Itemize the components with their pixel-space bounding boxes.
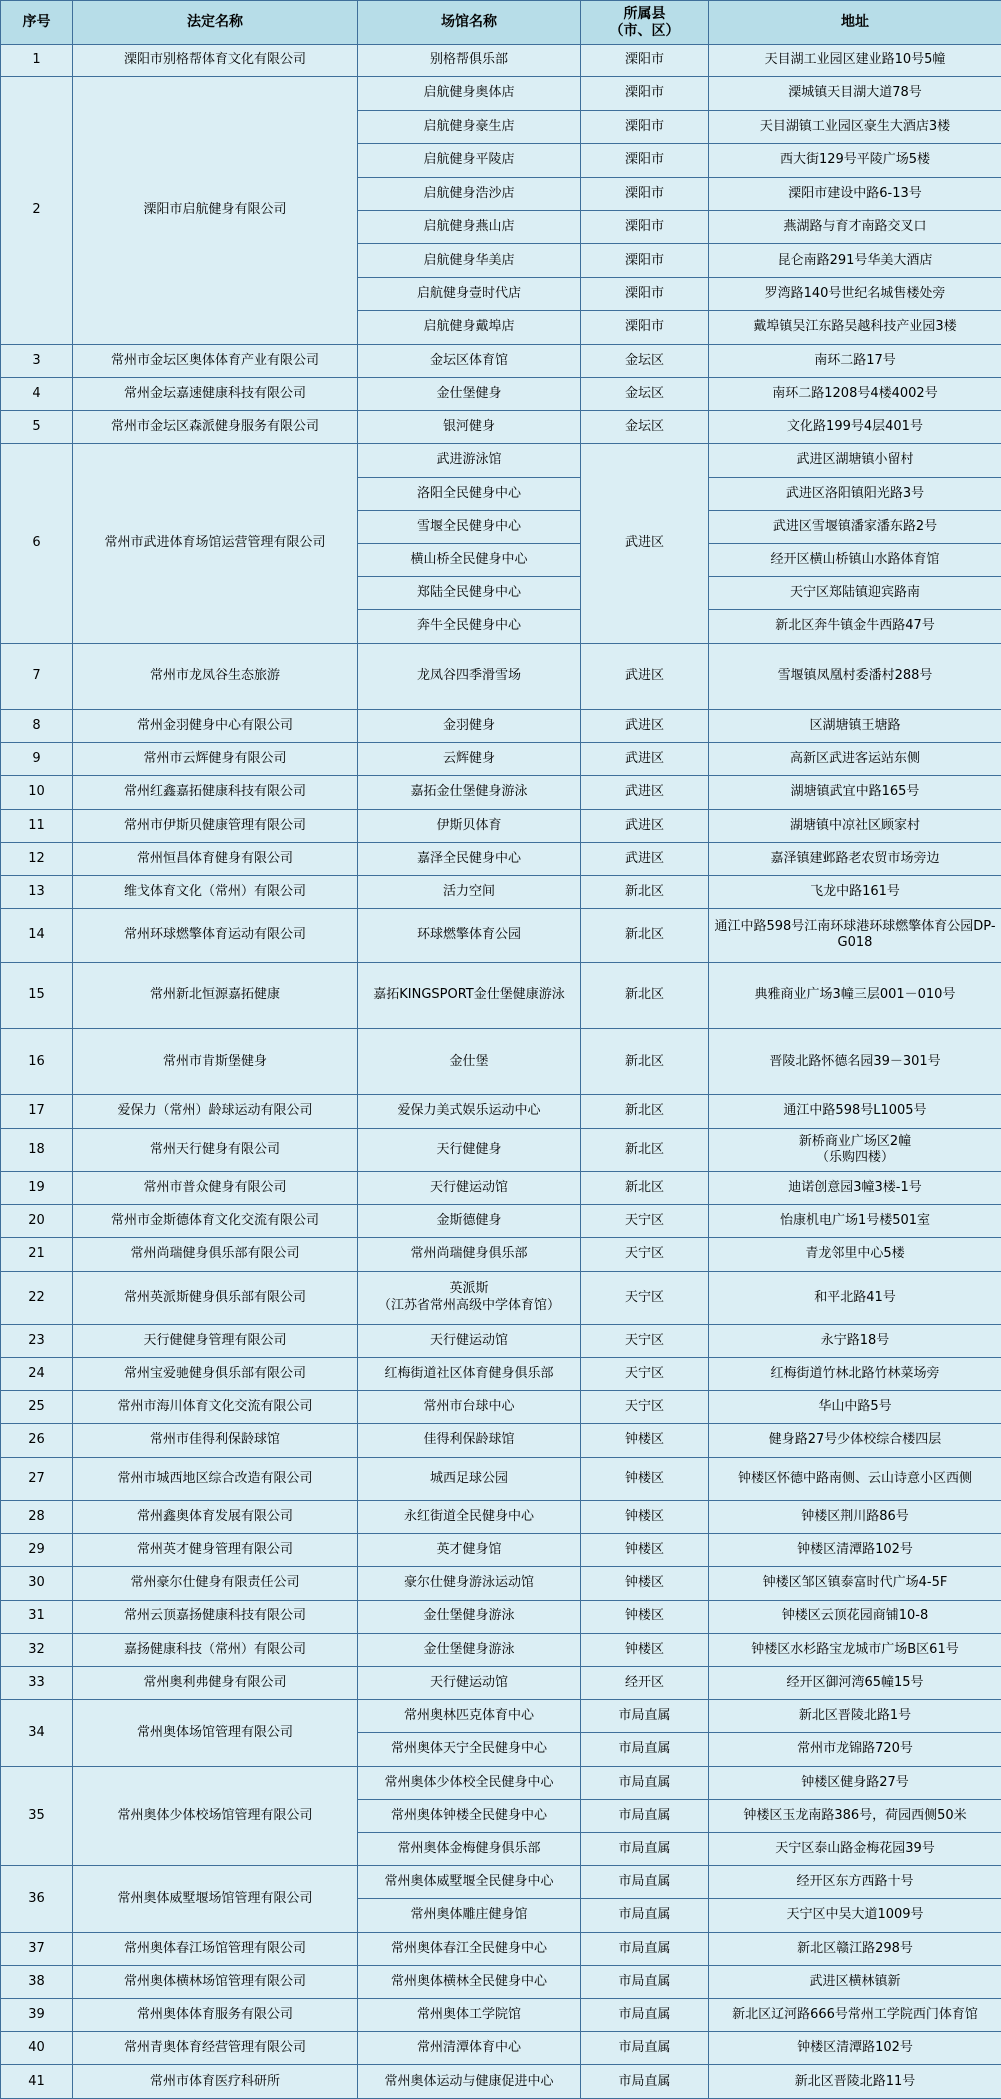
venue-name-cell: 雪堰全民健身中心 <box>358 510 581 543</box>
district-cell: 金坛区 <box>581 344 709 377</box>
legal-name-cell: 常州鑫奥体育发展有限公司 <box>73 1500 358 1533</box>
venue-name-cell: 城西足球公园 <box>358 1457 581 1500</box>
row-number: 11 <box>1 809 73 842</box>
legal-name-cell: 常州恒昌体育健身有限公司 <box>73 842 358 875</box>
district-cell: 新北区 <box>581 1029 709 1095</box>
address-cell: 钟楼区邹区镇泰富时代广场4-5F <box>709 1567 1001 1600</box>
row-number: 10 <box>1 776 73 809</box>
address-cell: 武进区横林镇新 <box>709 1965 1001 1998</box>
address-cell: 迪诺创意园3幢3楼-1号 <box>709 1171 1001 1204</box>
address-cell: 新北区奔牛镇金牛西路47号 <box>709 610 1001 643</box>
district-cell: 钟楼区 <box>581 1457 709 1500</box>
venue-name-cell: 嘉泽全民健身中心 <box>358 842 581 875</box>
district-cell: 新北区 <box>581 1128 709 1171</box>
row-number: 30 <box>1 1567 73 1600</box>
table-row <box>1 710 1001 743</box>
venue-name-cell: 常州奥体雕庄健身馆 <box>358 1899 581 1932</box>
legal-name-cell: 常州奥利弗健身有限公司 <box>73 1666 358 1699</box>
district-cell: 武进区 <box>581 776 709 809</box>
legal-name-cell: 常州市城西地区综合改造有限公司 <box>73 1457 358 1500</box>
address-cell: 经开区御河湾65幢15号 <box>709 1666 1001 1699</box>
district-cell: 经开区 <box>581 1666 709 1699</box>
district-cell: 武进区 <box>581 444 709 643</box>
district-cell: 钟楼区 <box>581 1424 709 1457</box>
legal-name-cell: 常州市武进体育场馆运营管理有限公司 <box>73 444 358 643</box>
table-row <box>1 643 1001 709</box>
venue-name-cell: 嘉拓KINGSPORT金仕堡健康游泳 <box>358 962 581 1028</box>
venue-name-cell: 常州奥体威墅堰全民健身中心 <box>358 1866 581 1899</box>
column-header-district: 所属县 （市、区） <box>581 1 709 45</box>
venue-name-cell: 天行健运动馆 <box>358 1171 581 1204</box>
table-row <box>1 1965 1001 1998</box>
row-number: 17 <box>1 1095 73 1128</box>
row-number: 8 <box>1 710 73 743</box>
address-cell: 溧阳市建设中路6-13号 <box>709 177 1001 210</box>
legal-name-cell: 常州奥体威墅堰场馆管理有限公司 <box>73 1866 358 1932</box>
table-row <box>1 876 1001 909</box>
venue-name-cell: 奔牛全民健身中心 <box>358 610 581 643</box>
address-cell: 溧城镇天目湖大道78号 <box>709 77 1001 110</box>
district-cell: 溧阳市 <box>581 144 709 177</box>
table-row <box>1 1358 1001 1391</box>
address-cell: 健身路27号少体校综合楼四层 <box>709 1424 1001 1457</box>
table-row <box>1 1567 1001 1600</box>
legal-name-cell: 常州奥体少体校场馆管理有限公司 <box>73 1766 358 1866</box>
venue-name-cell: 金斯德健身 <box>358 1205 581 1238</box>
table-row <box>1 1128 1001 1171</box>
address-cell: 天目湖工业园区建业路10号5幢 <box>709 45 1001 77</box>
venue-name-cell: 常州奥体横林全民健身中心 <box>358 1965 581 1998</box>
address-cell: 湖塘镇武宜中路165号 <box>709 776 1001 809</box>
legal-name-cell: 嘉扬健康科技（常州）有限公司 <box>73 1633 358 1666</box>
legal-name-cell: 溧阳市别格帮体育文化有限公司 <box>73 45 358 77</box>
legal-name-cell: 常州天行健身有限公司 <box>73 1128 358 1171</box>
table-row <box>1 1205 1001 1238</box>
district-cell: 市局直属 <box>581 1733 709 1766</box>
venue-name-cell: 天行健健身 <box>358 1128 581 1171</box>
district-cell: 市局直属 <box>581 1766 709 1799</box>
table-body <box>1 45 1001 2099</box>
table-row <box>1 1866 1001 1899</box>
venue-name-cell: 常州尚瑞健身俱乐部 <box>358 1238 581 1271</box>
table-row <box>1 842 1001 875</box>
address-cell: 新北区赣江路298号 <box>709 1932 1001 1965</box>
address-cell: 钟楼区玉龙南路386号，荷园西侧50米 <box>709 1799 1001 1832</box>
table-row <box>1 77 1001 110</box>
district-cell: 天宁区 <box>581 1358 709 1391</box>
venue-name-cell: 启航健身戴埠店 <box>358 311 581 344</box>
venue-name-cell: 云辉健身 <box>358 743 581 776</box>
address-cell: 新北区晋陵北路11号 <box>709 2065 1001 2099</box>
address-cell: 天目湖镇工业园区豪生大酒店3楼 <box>709 110 1001 143</box>
district-cell: 武进区 <box>581 809 709 842</box>
address-cell: 钟楼区水杉路宝龙城市广场B区61号 <box>709 1633 1001 1666</box>
district-cell: 市局直属 <box>581 1866 709 1899</box>
venue-name-cell: 龙凤谷四季滑雪场 <box>358 643 581 709</box>
legal-name-cell: 常州青奥体育经营管理有限公司 <box>73 2032 358 2065</box>
venue-name-cell: 常州奥体工学院馆 <box>358 1998 581 2031</box>
address-cell: 通江中路598号江南环球港环球燃擎体育公园DP-G018 <box>709 909 1001 962</box>
table-row <box>1 1271 1001 1324</box>
address-cell: 钟楼区清潭路102号 <box>709 1534 1001 1567</box>
row-number: 9 <box>1 743 73 776</box>
venue-name-cell: 活力空间 <box>358 876 581 909</box>
district-cell: 天宁区 <box>581 1238 709 1271</box>
address-cell: 典雅商业广场3幢三层001－010号 <box>709 962 1001 1028</box>
table-row <box>1 1766 1001 1799</box>
legal-name-cell: 常州市云辉健身有限公司 <box>73 743 358 776</box>
address-cell: 文化路199号4层401号 <box>709 411 1001 444</box>
address-cell: 燕湖路与育才南路交叉口 <box>709 211 1001 244</box>
venue-name-cell: 启航健身平陵店 <box>358 144 581 177</box>
row-number: 22 <box>1 1271 73 1324</box>
address-cell: 永宁路18号 <box>709 1324 1001 1357</box>
venue-name-cell: 伊斯贝体育 <box>358 809 581 842</box>
row-number: 39 <box>1 1998 73 2031</box>
row-number: 21 <box>1 1238 73 1271</box>
table-header-row <box>1 1 1001 45</box>
legal-name-cell: 常州市佳得利保龄球馆 <box>73 1424 358 1457</box>
legal-name-cell: 常州金坛嘉速健康科技有限公司 <box>73 378 358 411</box>
legal-name-cell: 常州宝爱驰健身俱乐部有限公司 <box>73 1358 358 1391</box>
district-cell: 市局直属 <box>581 1998 709 2031</box>
district-cell: 钟楼区 <box>581 1633 709 1666</box>
address-cell: 新北区辽河路666号常州工学院西门体育馆 <box>709 1998 1001 2031</box>
district-cell: 武进区 <box>581 842 709 875</box>
venue-name-cell: 启航健身壹时代店 <box>358 277 581 310</box>
row-number: 33 <box>1 1666 73 1699</box>
row-number: 5 <box>1 411 73 444</box>
row-number: 26 <box>1 1424 73 1457</box>
district-cell: 新北区 <box>581 876 709 909</box>
table-row <box>1 809 1001 842</box>
venue-name-cell: 常州奥体钟楼全民健身中心 <box>358 1799 581 1832</box>
table-row <box>1 1029 1001 1095</box>
row-number: 2 <box>1 77 73 345</box>
address-cell: 钟楼区怀德中路南侧、云山诗意小区西侧 <box>709 1457 1001 1500</box>
district-cell: 新北区 <box>581 1095 709 1128</box>
legal-name-cell: 常州新北恒源嘉拓健康 <box>73 962 358 1028</box>
legal-name-cell: 常州云顶嘉扬健康科技有限公司 <box>73 1600 358 1633</box>
address-cell: 高新区武进客运站东侧 <box>709 743 1001 776</box>
venue-name-cell: 金坛区体育馆 <box>358 344 581 377</box>
district-cell: 钟楼区 <box>581 1600 709 1633</box>
legal-name-cell: 常州市肯斯堡健身 <box>73 1029 358 1095</box>
address-cell: 天宁区中吴大道1009号 <box>709 1899 1001 1932</box>
table-row <box>1 1391 1001 1424</box>
address-cell: 天宁区郑陆镇迎宾路南 <box>709 577 1001 610</box>
address-cell: 区湖塘镇王塘路 <box>709 710 1001 743</box>
legal-name-cell: 常州奥体场馆管理有限公司 <box>73 1700 358 1766</box>
table-row <box>1 411 1001 444</box>
row-number: 37 <box>1 1932 73 1965</box>
table-row <box>1 1998 1001 2031</box>
district-cell: 溧阳市 <box>581 244 709 277</box>
district-cell: 新北区 <box>581 909 709 962</box>
venue-name-cell: 金仕堡 <box>358 1029 581 1095</box>
legal-name-cell: 常州市金坛区奥体体育产业有限公司 <box>73 344 358 377</box>
legal-name-cell: 常州金羽健身中心有限公司 <box>73 710 358 743</box>
legal-name-cell: 常州环球燃擎体育运动有限公司 <box>73 909 358 962</box>
address-cell: 和平北路41号 <box>709 1271 1001 1324</box>
table-row <box>1 1666 1001 1699</box>
table-row <box>1 2065 1001 2099</box>
venue-name-cell: 常州奥体金梅健身俱乐部 <box>358 1832 581 1865</box>
district-cell: 市局直属 <box>581 1932 709 1965</box>
row-number: 12 <box>1 842 73 875</box>
table-row <box>1 776 1001 809</box>
district-cell: 钟楼区 <box>581 1567 709 1600</box>
district-cell: 溧阳市 <box>581 110 709 143</box>
district-cell: 天宁区 <box>581 1324 709 1357</box>
table-row <box>1 1095 1001 1128</box>
table-row <box>1 1633 1001 1666</box>
table-row <box>1 1238 1001 1271</box>
venue-name-cell: 红梅街道社区体育健身俱乐部 <box>358 1358 581 1391</box>
legal-name-cell: 常州奥体横林场馆管理有限公司 <box>73 1965 358 1998</box>
address-cell: 嘉泽镇建邺路老农贸市场旁边 <box>709 842 1001 875</box>
district-cell: 市局直属 <box>581 1700 709 1733</box>
row-number: 6 <box>1 444 73 643</box>
venue-name-cell: 佳得利保龄球馆 <box>358 1424 581 1457</box>
district-cell: 市局直属 <box>581 2065 709 2099</box>
address-cell: 常州市龙锦路720号 <box>709 1733 1001 1766</box>
address-cell: 南环二路17号 <box>709 344 1001 377</box>
row-number: 3 <box>1 344 73 377</box>
table-row <box>1 2032 1001 2065</box>
legal-name-cell: 常州尚瑞健身俱乐部有限公司 <box>73 1238 358 1271</box>
table-row <box>1 909 1001 962</box>
venue-name-cell: 英派斯 （江苏省常州高级中学体育馆） <box>358 1271 581 1324</box>
row-number: 41 <box>1 2065 73 2099</box>
address-cell: 飞龙中路161号 <box>709 876 1001 909</box>
legal-name-cell: 常州英才健身管理有限公司 <box>73 1534 358 1567</box>
table-row <box>1 1457 1001 1500</box>
table-row <box>1 1600 1001 1633</box>
legal-name-cell: 常州市普众健身有限公司 <box>73 1171 358 1204</box>
address-cell: 通江中路598号L1005号 <box>709 1095 1001 1128</box>
venue-name-cell: 横山桥全民健身中心 <box>358 544 581 577</box>
address-cell: 晋陵北路怀德名园39－301号 <box>709 1029 1001 1095</box>
column-header-address: 地址 <box>709 1 1001 45</box>
district-cell: 市局直属 <box>581 1899 709 1932</box>
district-cell: 市局直属 <box>581 1832 709 1865</box>
legal-name-cell: 常州市海川体育文化交流有限公司 <box>73 1391 358 1424</box>
venue-name-cell: 金羽健身 <box>358 710 581 743</box>
venue-name-cell: 常州市台球中心 <box>358 1391 581 1424</box>
row-number: 19 <box>1 1171 73 1204</box>
venue-name-cell: 启航健身奥体店 <box>358 77 581 110</box>
legal-name-cell: 常州奥体春江场馆管理有限公司 <box>73 1932 358 1965</box>
legal-name-cell: 爱保力（常州）龄球运动有限公司 <box>73 1095 358 1128</box>
district-cell: 溧阳市 <box>581 177 709 210</box>
district-cell: 武进区 <box>581 743 709 776</box>
row-number: 38 <box>1 1965 73 1998</box>
venue-name-cell: 启航健身华美店 <box>358 244 581 277</box>
venue-name-cell: 常州奥林匹克体育中心 <box>358 1700 581 1733</box>
venue-name-cell: 英才健身馆 <box>358 1534 581 1567</box>
address-cell: 钟楼区清潭路102号 <box>709 2032 1001 2065</box>
legal-name-cell: 常州市体育医疗科研所 <box>73 2065 358 2099</box>
address-cell: 罗湾路140号世纪名城售楼处旁 <box>709 277 1001 310</box>
district-cell: 溧阳市 <box>581 45 709 77</box>
address-cell: 红梅街道竹林北路竹林菜场旁 <box>709 1358 1001 1391</box>
venue-name-cell: 金仕堡健身游泳 <box>358 1600 581 1633</box>
legal-name-cell: 维戈体育文化（常州）有限公司 <box>73 876 358 909</box>
row-number: 7 <box>1 643 73 709</box>
row-number: 14 <box>1 909 73 962</box>
legal-name-cell: 常州市金坛区森派健身服务有限公司 <box>73 411 358 444</box>
column-header-no: 序号 <box>1 1 73 45</box>
venue-name-cell: 常州奥体少体校全民健身中心 <box>358 1766 581 1799</box>
row-number: 29 <box>1 1534 73 1567</box>
row-number: 15 <box>1 962 73 1028</box>
venue-name-cell: 环球燃擎体育公园 <box>358 909 581 962</box>
venue-name-cell: 洛阳全民健身中心 <box>358 477 581 510</box>
row-number: 4 <box>1 378 73 411</box>
address-cell: 南环二路1208号4楼4002号 <box>709 378 1001 411</box>
table-row <box>1 962 1001 1028</box>
table-row <box>1 1932 1001 1965</box>
row-number: 35 <box>1 1766 73 1866</box>
row-number: 40 <box>1 2032 73 2065</box>
district-cell: 溧阳市 <box>581 211 709 244</box>
venue-name-cell: 启航健身豪生店 <box>358 110 581 143</box>
row-number: 32 <box>1 1633 73 1666</box>
venue-name-cell: 豪尔仕健身游泳运动馆 <box>358 1567 581 1600</box>
legal-name-cell: 常州红鑫嘉拓健康科技有限公司 <box>73 776 358 809</box>
district-cell: 市局直属 <box>581 2032 709 2065</box>
row-number: 18 <box>1 1128 73 1171</box>
legal-name-cell: 常州豪尔仕健身有限责任公司 <box>73 1567 358 1600</box>
venue-name-cell: 常州奥体天宁全民健身中心 <box>358 1733 581 1766</box>
table-row <box>1 378 1001 411</box>
address-cell: 怡康机电广场1号楼501室 <box>709 1205 1001 1238</box>
row-number: 27 <box>1 1457 73 1500</box>
legal-name-cell: 常州市金斯德体育文化交流有限公司 <box>73 1205 358 1238</box>
address-cell: 经开区横山桥镇山水路体育馆 <box>709 544 1001 577</box>
row-number: 31 <box>1 1600 73 1633</box>
district-cell: 天宁区 <box>581 1391 709 1424</box>
district-cell: 天宁区 <box>581 1271 709 1324</box>
district-cell: 金坛区 <box>581 411 709 444</box>
district-cell: 市局直属 <box>581 1799 709 1832</box>
district-cell: 武进区 <box>581 643 709 709</box>
address-cell: 华山中路5号 <box>709 1391 1001 1424</box>
table-row <box>1 1700 1001 1733</box>
row-number: 23 <box>1 1324 73 1357</box>
address-cell: 昆仑南路291号华美大酒店 <box>709 244 1001 277</box>
venue-name-cell: 郑陆全民健身中心 <box>358 577 581 610</box>
venue-name-cell: 常州奥体春江全民健身中心 <box>358 1932 581 1965</box>
district-cell: 溧阳市 <box>581 77 709 110</box>
row-number: 24 <box>1 1358 73 1391</box>
venue-name-cell: 天行健运动馆 <box>358 1324 581 1357</box>
address-cell: 新北区晋陵北路1号 <box>709 1700 1001 1733</box>
row-number: 1 <box>1 45 73 77</box>
table-row <box>1 1324 1001 1357</box>
row-number: 36 <box>1 1866 73 1932</box>
row-number: 20 <box>1 1205 73 1238</box>
district-cell: 钟楼区 <box>581 1500 709 1533</box>
table-row <box>1 1171 1001 1204</box>
row-number: 34 <box>1 1700 73 1766</box>
district-cell: 钟楼区 <box>581 1534 709 1567</box>
venue-name-cell: 武进游泳馆 <box>358 444 581 477</box>
venue-name-cell: 启航健身燕山店 <box>358 211 581 244</box>
venue-name-cell: 天行健运动馆 <box>358 1666 581 1699</box>
venue-name-cell: 金仕堡健身 <box>358 378 581 411</box>
address-cell: 钟楼区云顶花园商铺10-8 <box>709 1600 1001 1633</box>
district-cell: 溧阳市 <box>581 311 709 344</box>
table-row <box>1 444 1001 477</box>
legal-name-cell: 常州奥体体育服务有限公司 <box>73 1998 358 2031</box>
address-cell: 武进区湖塘镇小留村 <box>709 444 1001 477</box>
address-cell: 戴埠镇吴江东路吴越科技产业园3楼 <box>709 311 1001 344</box>
address-cell: 西大街129号平陵广场5楼 <box>709 144 1001 177</box>
address-cell: 天宁区泰山路金梅花园39号 <box>709 1832 1001 1865</box>
venue-name-cell: 嘉拓金仕堡健身游泳 <box>358 776 581 809</box>
address-cell: 钟楼区健身路27号 <box>709 1766 1001 1799</box>
address-cell: 新桥商业广场区2幢 （乐购四楼） <box>709 1128 1001 1171</box>
address-cell: 钟楼区荆川路86号 <box>709 1500 1001 1533</box>
district-cell: 溧阳市 <box>581 277 709 310</box>
row-number: 16 <box>1 1029 73 1095</box>
district-cell: 天宁区 <box>581 1205 709 1238</box>
table-row <box>1 1534 1001 1567</box>
legal-name-cell: 常州市伊斯贝健康管理有限公司 <box>73 809 358 842</box>
legal-name-cell: 天行健健身管理有限公司 <box>73 1324 358 1357</box>
district-cell: 新北区 <box>581 962 709 1028</box>
legal-name-cell: 常州市龙凤谷生态旅游 <box>73 643 358 709</box>
address-cell: 经开区东方西路十号 <box>709 1866 1001 1899</box>
table-row <box>1 743 1001 776</box>
table-row <box>1 344 1001 377</box>
column-header-legal-name: 法定名称 <box>73 1 358 45</box>
row-number: 13 <box>1 876 73 909</box>
row-number: 25 <box>1 1391 73 1424</box>
row-number: 28 <box>1 1500 73 1533</box>
venue-name-cell: 常州清潭体育中心 <box>358 2032 581 2065</box>
district-cell: 武进区 <box>581 710 709 743</box>
address-cell: 湖塘镇中凉社区顾家村 <box>709 809 1001 842</box>
address-cell: 青龙邻里中心5楼 <box>709 1238 1001 1271</box>
legal-name-cell: 溧阳市启航健身有限公司 <box>73 77 358 345</box>
venue-name-cell: 爱保力美式娱乐运动中心 <box>358 1095 581 1128</box>
venue-name-cell: 别格帮俱乐部 <box>358 45 581 77</box>
legal-name-cell: 常州英派斯健身俱乐部有限公司 <box>73 1271 358 1324</box>
table-row <box>1 45 1001 77</box>
column-header-venue-name: 场馆名称 <box>358 1 581 45</box>
table-row <box>1 1424 1001 1457</box>
venue-name-cell: 金仕堡健身游泳 <box>358 1633 581 1666</box>
address-cell: 武进区雪堰镇潘家潘东路2号 <box>709 510 1001 543</box>
venue-name-cell: 永红街道全民健身中心 <box>358 1500 581 1533</box>
table-row <box>1 1500 1001 1533</box>
district-cell: 市局直属 <box>581 1965 709 1998</box>
venue-name-cell: 启航健身浩沙店 <box>358 177 581 210</box>
venue-name-cell: 银河健身 <box>358 411 581 444</box>
district-cell: 新北区 <box>581 1171 709 1204</box>
venue-name-cell: 常州奥体运动与健康促进中心 <box>358 2065 581 2099</box>
address-cell: 雪堰镇凤凰村委潘村288号 <box>709 643 1001 709</box>
address-cell: 武进区洛阳镇阳光路3号 <box>709 477 1001 510</box>
district-cell: 金坛区 <box>581 378 709 411</box>
